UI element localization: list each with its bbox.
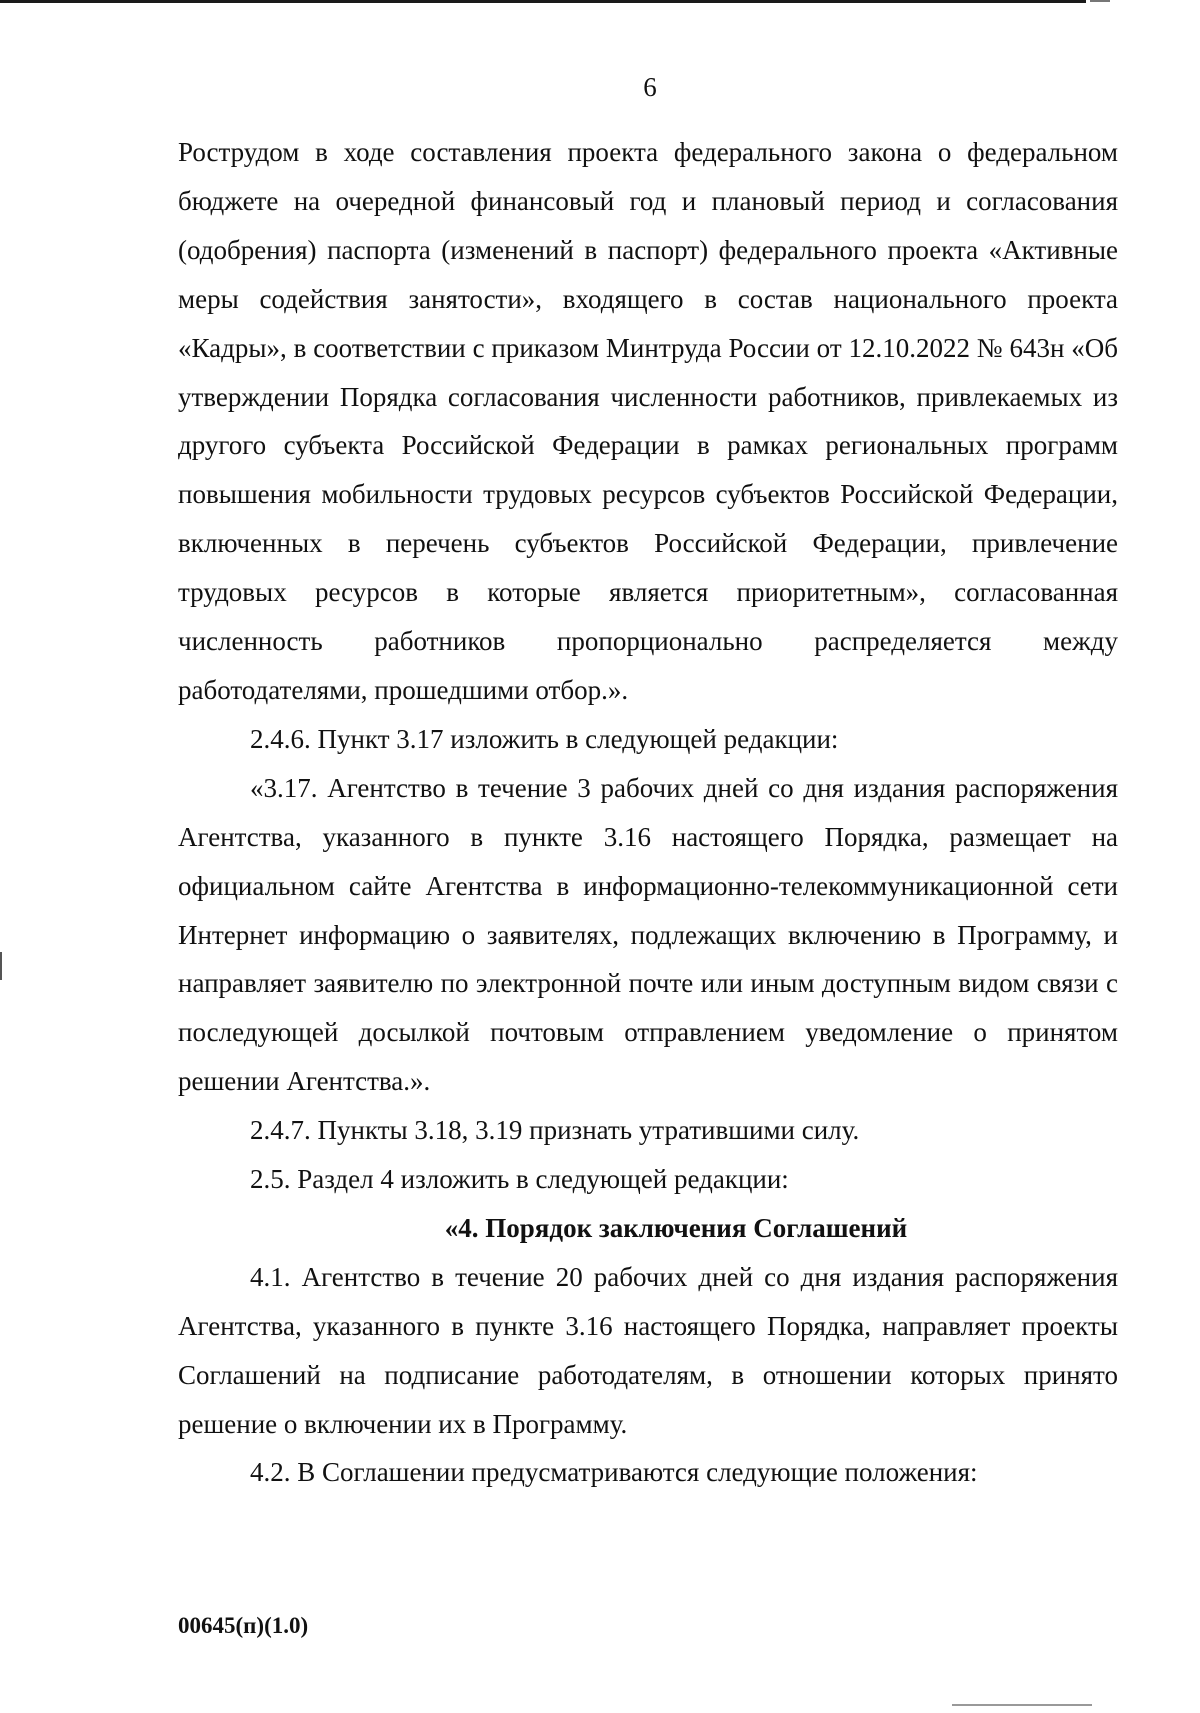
paragraph-item-3-17: «3.17. Агентство в течение 3 рабочих дней со дня издания распоряжения Агентства, указанного в пункте 3.16 настоящего Порядка, размещает на официальном сайте Агентства в информационно-телекоммуникационной сети Интернет информацию о заявителях, подлежащих включению в Программу, и направляет заявителю по электронной почте или иным доступным видом связи с последующей досылкой почтовым отправлением уведомление о принятом решении Агентства.». [178,772,1118,1097]
scan-bottom-line [952,1704,1092,1706]
page-number: 6 [643,72,657,102]
paragraph-item-4-2: 4.2. В Соглашении предусматриваются следующие положения: [250,1457,978,1488]
document-body [178,128,1118,1497]
document-code: 00645(п)(1.0) [178,1613,309,1638]
paragraph-item-2-5: 2.5. Раздел 4 изложить в следующей редакции: [250,1164,789,1195]
paragraph-item-2-4-6: 2.4.6. Пункт 3.17 изложить в следующей редакции: [250,723,839,754]
paragraph-continuation: Рострудом в ходе составления проекта федерального закона о федеральном бюджете на очередной финансовый год и плановый период и согласования (одобрения) паспорта (изменений в паспорт) федерального проекта «Активные меры содействия занятости», входящего в состав национального проекта «Кадры», в соответствии с приказом Минтруда России от 12.10.2022 № 643н «Об утверждении Порядка согласования численности работников, привлекаемых из другого субъекта Российской Федерации в рамках региональных программ повышения мобильности трудовых ресурсов субъектов Российской Федерации, включенных в перечень субъектов Российской Федерации, привлечение трудовых ресурсов в которые является приоритетным», согласованная численность работников пропорционально распределяется между работодателями, прошедшими отбор.». [178,137,1118,705]
scan-top-border [0,0,1086,3]
scan-top-border-fragment [1090,0,1110,2]
scan-left-edge-mark [0,952,2,980]
paragraph-item-4-1: 4.1. Агентство в течение 20 рабочих дней со дня издания распоряжения Агентства, указанного в пункте 3.16 настоящего Порядка, направляет проекты Соглашений на подписание работодателям, в отношении которых принято решение о включении их в Программу. [178,1261,1118,1439]
section-heading: «4. Порядок заключения Соглашений [444,1212,908,1243]
paragraph-item-2-4-7: 2.4.7. Пункты 3.18, 3.19 признать утратившими силу. [250,1115,860,1146]
